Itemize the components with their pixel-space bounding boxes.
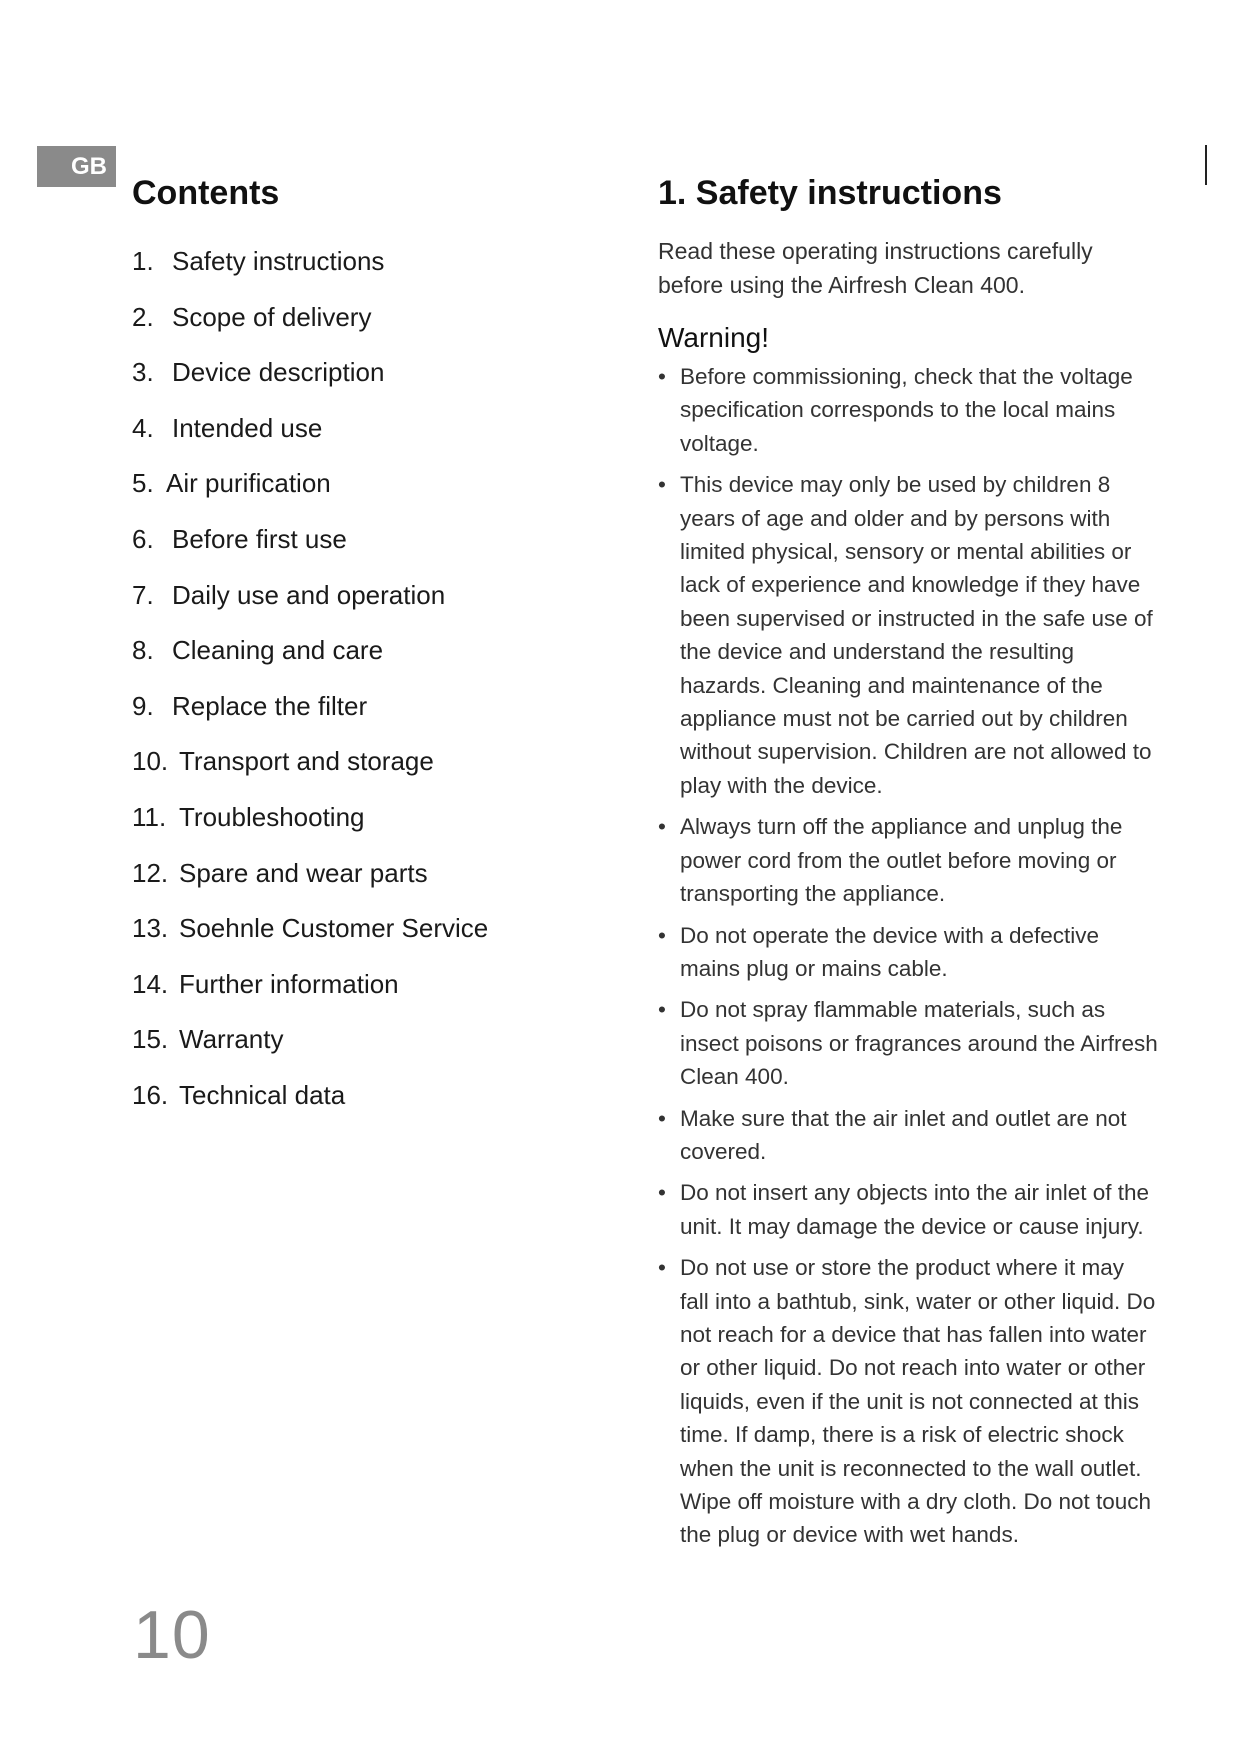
toc-item: [132, 466, 592, 522]
bullet-icon: •: [658, 997, 666, 1023]
toc-item: [132, 689, 592, 745]
warning-item: [658, 1251, 1158, 1552]
toc-item-number: 7.: [132, 579, 154, 610]
toc-item: [132, 300, 592, 356]
toc-item: [132, 967, 592, 1023]
bullet-icon: •: [658, 814, 666, 840]
toc-item-label: Spare and wear parts: [179, 857, 428, 888]
warning-item: [658, 1176, 1158, 1243]
toc-item-number: 2.: [132, 301, 154, 332]
toc-item-label: Warranty: [179, 1024, 284, 1055]
toc-item-label: Soehnle Customer Service: [179, 913, 489, 944]
warning-text: This device may only be used by children 8 years of age and older and by persons with limited physical, sensory or mental abilities or lack of experience and knowledge if they have been supervised or instructed in the safe use of the device and understand the resulting hazards. Cleaning and maintenance of the appliance must not be carried out by children without supervision. Children are not allowed to play with the device.: [680, 472, 1153, 798]
toc-item-number: 1.: [132, 246, 154, 276]
toc-item-number: 14.: [132, 968, 169, 999]
warning-item: [658, 360, 1158, 460]
bullet-icon: •: [658, 1180, 666, 1206]
safety-title: 1. Safety instructions: [658, 174, 1002, 212]
warning-text: Before commissioning, check that the voltage specification corresponds to the local mains voltage.: [680, 364, 1133, 456]
toc-item-label: Device description: [172, 357, 385, 388]
toc-item-label: Cleaning and care: [172, 635, 384, 666]
warning-text: Make sure that the air inlet and outlet are not covered.: [680, 1105, 1127, 1164]
toc-item-number: 13.: [132, 913, 169, 944]
warning-item: [658, 919, 1158, 986]
toc-item-label: Further information: [179, 968, 399, 999]
toc-item: [132, 911, 592, 967]
toc-item: [132, 522, 592, 578]
toc-item-number: 15.: [132, 1024, 169, 1055]
contents-list: [132, 244, 592, 1134]
toc-item-label: Troubleshooting: [179, 801, 365, 832]
toc-item: [132, 856, 592, 912]
toc-item-number: 9.: [132, 690, 154, 721]
page-number: 10: [133, 1597, 211, 1673]
warning-text: Always turn off the appliance and unplug the power cord from the outlet before moving or transporting the appliance.: [680, 814, 1123, 907]
bullet-icon: •: [658, 364, 666, 389]
warning-item: [658, 1102, 1158, 1169]
toc-item: [132, 578, 592, 634]
toc-item: [132, 244, 592, 300]
toc-item-label: Air purification: [166, 468, 331, 499]
toc-item-number: 11.: [132, 801, 167, 832]
margin-mark: [1205, 145, 1207, 185]
bullet-icon: •: [658, 922, 666, 948]
toc-item-number: 10.: [132, 746, 169, 777]
warning-item: [658, 993, 1158, 1093]
warning-text: Do not insert any objects into the air inlet of the unit. It may damage the device or cause injury.: [680, 1180, 1150, 1239]
language-tab: GB: [37, 146, 116, 187]
toc-item-label: Daily use and operation: [172, 579, 446, 610]
toc-item-number: 12.: [132, 857, 169, 888]
toc-item-number: 5.: [132, 468, 154, 499]
toc-item-label: Scope of delivery: [172, 301, 372, 332]
warning-heading: Warning!: [658, 322, 770, 353]
toc-item-label: Intended use: [172, 412, 323, 443]
contents-section: [132, 170, 592, 1134]
contents-title: Contents: [132, 174, 280, 212]
toc-item-number: 6.: [132, 523, 154, 554]
toc-item: [132, 633, 592, 689]
toc-item: [132, 411, 592, 467]
toc-item-label: Technical data: [179, 1079, 346, 1110]
toc-item-label: Safety instructions: [172, 246, 385, 276]
toc-item-label: Replace the filter: [172, 690, 368, 721]
toc-item: [132, 1078, 592, 1134]
toc-item: [132, 744, 592, 800]
bullet-icon: •: [658, 1255, 666, 1281]
toc-item-number: 3.: [132, 357, 154, 388]
bullet-icon: •: [658, 472, 666, 498]
warning-text: Do not operate the device with a defective mains plug or mains cable.: [680, 922, 1100, 981]
toc-item: [132, 800, 592, 856]
toc-item-number: 16.: [132, 1079, 169, 1110]
warning-item: [658, 810, 1158, 910]
toc-item-label: Transport and storage: [179, 746, 434, 777]
warning-text: Do not spray flammable materials, such as insect poisons or fragrances around the Airfresh Clean 400.: [680, 997, 1158, 1090]
safety-intro: Read these operating instructions carefully before using the Airfresh Clean 400.: [658, 238, 1093, 298]
bullet-icon: •: [658, 1105, 666, 1131]
toc-item: [132, 355, 592, 411]
toc-item-number: 8.: [132, 635, 154, 666]
warning-item: [658, 468, 1158, 802]
toc-item: [132, 1022, 592, 1078]
warning-text: Do not use or store the product where it may fall into a bathtub, sink, water or other liquid. Do not reach for a device that has fallen into water or other liquid. Do not reach into water or other liquids, even if the unit is not connected at this time. If damp, there is a risk of electric shock when the unit is reconnected to the wall outlet. Wipe off moisture with a dry cloth. Do not touch the plug or device with wet hands.: [680, 1255, 1156, 1548]
safety-section: [658, 170, 1158, 1560]
warning-list: [658, 360, 1158, 1552]
toc-item-label: Before first use: [172, 523, 347, 554]
toc-item-number: 4.: [132, 412, 154, 443]
